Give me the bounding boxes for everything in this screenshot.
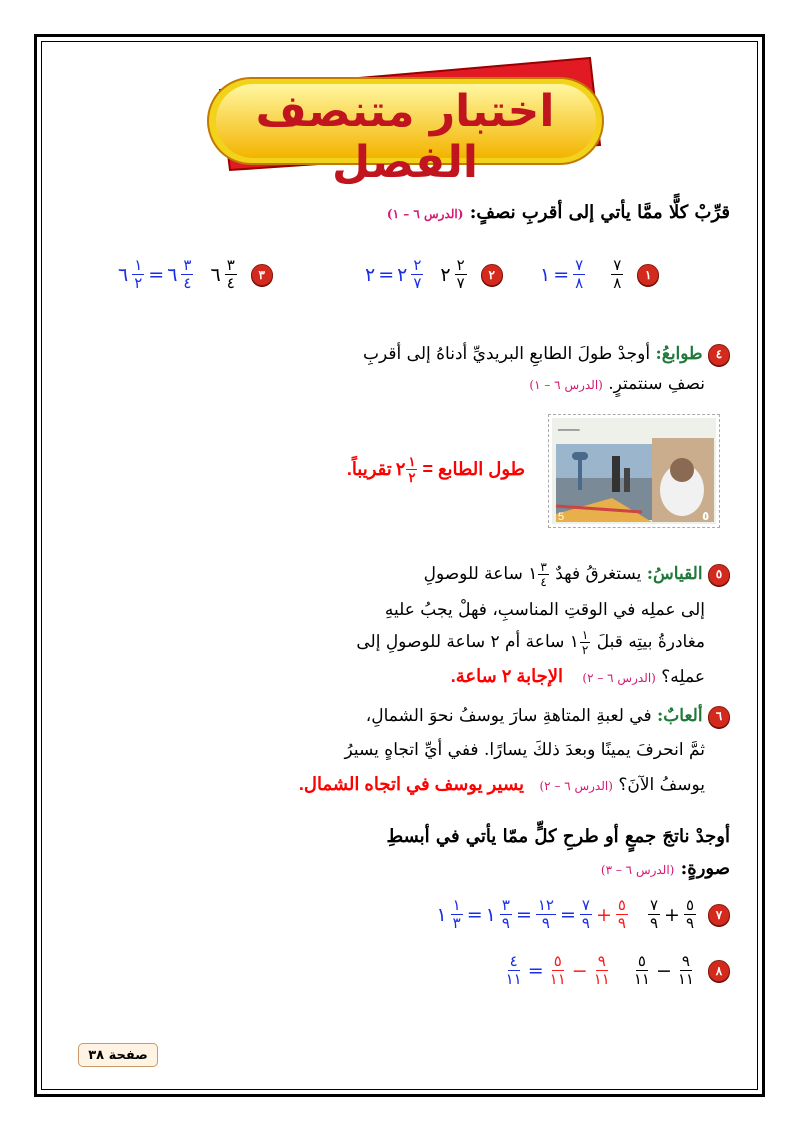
- q5-fraction-1: [528, 560, 550, 589]
- q8-step1-b: [548, 954, 568, 987]
- q5-line1: [90, 560, 730, 589]
- numerator: ٧: [649, 896, 659, 914]
- item-number-badge: ٤: [708, 344, 730, 366]
- section2-instruction-text: صورةٍ:: [680, 858, 730, 879]
- lesson-ref: (الدرس ٦ – ٢): [539, 779, 613, 793]
- q5-line4: [105, 662, 705, 693]
- item-number-badge: ٥: [708, 564, 730, 586]
- denominator: ٨: [575, 274, 584, 292]
- q7-step3-whole: ١: [485, 903, 496, 926]
- denominator: ٩: [685, 914, 694, 932]
- item-3-problem-whole: ٦: [210, 263, 221, 286]
- section1-instruction-text: قرِّبْ كلًّا ممَّا يأتي إلى أقربِ نصفٍ:: [469, 202, 730, 223]
- q6-line2: ثمَّ انحرفَ يمينًا وبعدَ ذلكَ يسارًا. ففي أيِّ اتجاهٍ يسيرُ: [344, 740, 705, 760]
- denominator: ٩: [617, 914, 626, 932]
- section1-instruction: [70, 198, 730, 229]
- stamp-value-right: ٥: [702, 509, 710, 523]
- q8-result-fraction: [504, 954, 524, 987]
- denominator: ٢: [134, 274, 143, 292]
- q7-result-fraction: [451, 898, 463, 931]
- denominator: ٢: [408, 470, 416, 485]
- q6-line1-text: في لعبةِ المتاهةِ سارَ يوسفُ نحوَ الشمالِ،: [365, 706, 652, 726]
- equals-sign: =: [515, 903, 532, 926]
- numerator: ٥: [637, 952, 646, 970]
- plus-sign: +: [664, 903, 680, 926]
- whole: ١: [528, 564, 538, 584]
- numerator: ٩: [597, 952, 606, 970]
- q5-text-b: ساعة للوصولِ: [423, 564, 523, 584]
- item-1-problem-fraction: [611, 258, 623, 291]
- q4-answer-value: [396, 455, 419, 484]
- item-3-problem-fraction: [225, 258, 237, 291]
- q4-text-line2: [105, 370, 705, 400]
- item-number-badge: ٣: [251, 264, 273, 286]
- q7-problem-a: [648, 898, 660, 931]
- q4-answer: [275, 455, 525, 484]
- numerator: ١٢: [537, 896, 554, 914]
- item-2-answer-fraction: [411, 258, 423, 291]
- numerator: ٥: [553, 952, 562, 970]
- lesson-ref: (الدرس ٦ – ١): [529, 378, 603, 392]
- denominator: ١١: [593, 970, 610, 988]
- numerator: ٥: [617, 896, 626, 914]
- q7-result-whole: ١: [436, 903, 447, 926]
- q4-line1: أوجدْ طولَ الطابعِ البريديِّ أدناهُ إلى أقربِ: [363, 344, 651, 364]
- denominator: ١١: [677, 970, 694, 988]
- q5-line4-text: عملِه؟: [661, 667, 705, 687]
- equals-sign: =: [378, 263, 395, 286]
- q6-line3-text: يوسفُ الآنَ؟: [618, 775, 705, 795]
- postage-stamp-image: [548, 414, 720, 528]
- stamp-value-left: 5: [558, 511, 565, 523]
- section2-instruction-line1: أوجدْ ناتجَ جمعٍ أو طرحِ كلٍّ ممّا يأتي في أبسطِ: [386, 826, 730, 847]
- numerator: ١: [452, 896, 461, 914]
- numerator: ٩: [681, 952, 690, 970]
- q5-line2: إلى عملِه في الوقتِ المناسبِ، فهلْ يجبُ عليهِ: [384, 600, 705, 620]
- denominator: ٨: [613, 274, 622, 292]
- numerator: ١: [134, 256, 143, 274]
- item-2-answer-whole: ٢: [365, 263, 376, 286]
- q4-answer-prefix: طول الطابع =: [422, 459, 525, 479]
- q8-problem-b: [632, 954, 652, 987]
- minus-sign: −: [655, 959, 672, 982]
- item-number-badge: ٨: [708, 960, 730, 982]
- denominator: ٤: [226, 274, 235, 292]
- denominator: ٩: [649, 914, 659, 932]
- section2-instruction-line2: [90, 854, 730, 885]
- q4-answer-suffix: تقريباً.: [346, 459, 392, 479]
- q5-line3-a: مغادرةُ بيتِه قبلَ: [596, 632, 705, 652]
- item-number-badge: ١: [637, 264, 659, 286]
- numerator: ٣: [501, 896, 510, 914]
- equals-sign: =: [148, 263, 165, 286]
- q8-problem-a: [676, 954, 696, 987]
- denominator: ٤: [183, 274, 192, 292]
- lesson-ref: (الدرس ٦ – ٢): [582, 671, 656, 685]
- denominator: ٧: [413, 274, 422, 292]
- item-1-answer-fraction: [573, 258, 585, 291]
- denominator: ٩: [541, 914, 550, 932]
- item-2-problem-fraction: [455, 258, 467, 291]
- denominator: ٩: [501, 914, 510, 932]
- q5-keyword: القياسُ:: [646, 564, 703, 584]
- q6-keyword: ألعابٌ:: [657, 706, 703, 726]
- q7-step3-fraction: [500, 898, 512, 931]
- item-3-step-whole: ٦: [167, 263, 178, 286]
- item-number-badge: ٢: [481, 264, 503, 286]
- q7-step2-fraction: [536, 898, 556, 931]
- q5-line3: [105, 628, 705, 657]
- plus-sign: +: [595, 903, 612, 926]
- item-number-badge: ٧: [708, 904, 730, 926]
- numerator: ٧: [613, 256, 622, 274]
- numerator: ٢: [413, 256, 422, 274]
- q7: [436, 898, 730, 931]
- whole: ١: [569, 632, 579, 652]
- q7-problem-b: [684, 898, 696, 931]
- item-2-problem-whole: ٢: [440, 263, 451, 286]
- q5-line3-b: ساعة أم ٢ ساعة للوصولِ إلى: [356, 632, 565, 652]
- q5-text-a: يستغرقُ فهدٌ: [555, 564, 642, 584]
- numerator: ٤: [509, 952, 518, 970]
- q4-text: [90, 340, 730, 369]
- denominator: ١١: [633, 970, 650, 988]
- q4-line2: نصفِ سنتمترٍ.: [608, 374, 705, 394]
- numerator: ٢: [456, 256, 465, 274]
- q7-step1-b: [616, 898, 628, 931]
- item-2: [365, 258, 503, 291]
- stamp-header-text: ━━━━━━: [558, 427, 580, 434]
- q6-line1: [90, 702, 730, 731]
- denominator: ١١: [549, 970, 566, 988]
- equals-sign: =: [527, 959, 544, 982]
- q4-answer-fraction: [406, 455, 417, 484]
- item-number-badge: ٦: [708, 706, 730, 728]
- numerator: ٥: [685, 896, 694, 914]
- item-3-step-fraction: [181, 258, 193, 291]
- page-number-badge: صفحة ٣٨: [78, 1043, 158, 1067]
- equals-sign: =: [466, 903, 483, 926]
- fraction: [538, 561, 548, 588]
- fraction: [580, 629, 590, 656]
- item-3: [118, 258, 273, 291]
- equals-sign: =: [559, 903, 576, 926]
- numerator: ١: [408, 454, 416, 469]
- item-3-answer-fraction: [132, 258, 144, 291]
- q7-step1-a: [580, 898, 592, 931]
- q4-answer-whole: ٢: [395, 459, 406, 479]
- q5-fraction-2: [570, 628, 592, 657]
- q6-answer: يسير يوسف في اتجاه الشمال.: [298, 774, 525, 794]
- denominator: ٢: [581, 643, 589, 657]
- denominator: ٤: [540, 575, 547, 589]
- page-title: اختبار متنصف الفصل: [255, 86, 555, 188]
- numerator: ٧: [581, 896, 590, 914]
- stamp-illustration: [552, 418, 716, 524]
- numerator: ٧: [575, 256, 584, 274]
- numerator: ٣: [183, 256, 192, 274]
- item-2-answer-mixed-whole: ٢: [397, 263, 408, 286]
- q8: [503, 954, 730, 987]
- lesson-ref: (الدرس ٦ – ٣): [600, 863, 675, 877]
- equals-sign: =: [553, 263, 570, 286]
- denominator: ٣: [452, 914, 461, 932]
- numerator: ١: [581, 628, 589, 642]
- q6-line3: [65, 770, 705, 801]
- numerator: ٣: [226, 256, 235, 274]
- q8-step1-a: [592, 954, 612, 987]
- q4-keyword: طوابعُ:: [655, 344, 703, 364]
- numerator: ٣: [540, 560, 547, 574]
- item-1-answer-whole: ١: [540, 263, 551, 286]
- item-1: [540, 258, 659, 291]
- denominator: ٩: [581, 914, 590, 932]
- denominator: ١١: [505, 970, 522, 988]
- minus-sign: −: [571, 959, 588, 982]
- q5-answer: الإجابة ٢ ساعة.: [450, 666, 563, 686]
- lesson-ref: (الدرس ٦ – ١): [386, 207, 464, 221]
- item-3-answer-whole: ٦: [118, 263, 129, 286]
- denominator: ٧: [456, 274, 465, 292]
